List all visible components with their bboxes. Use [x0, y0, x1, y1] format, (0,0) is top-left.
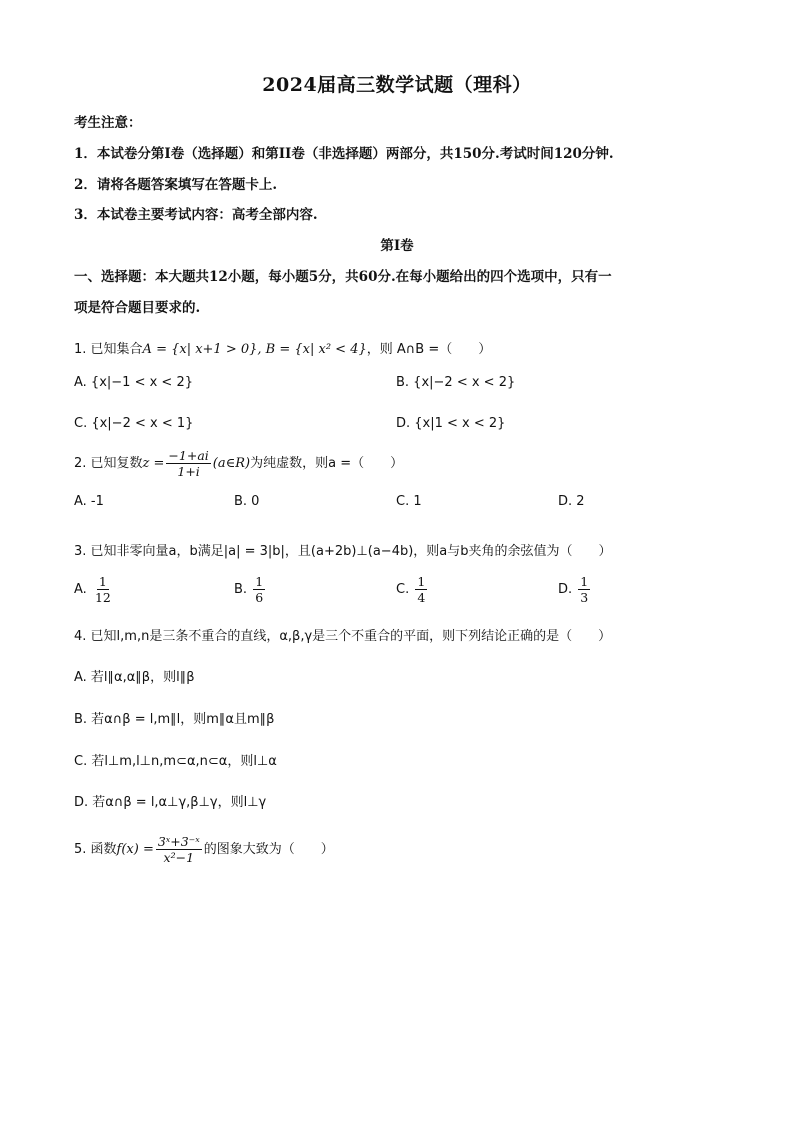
- question-1-option-b: B. {x|−2 < x < 2}: [396, 375, 516, 390]
- question-3-option-b: B. $\frac{1}{6}$: [234, 574, 264, 605]
- question-1-prefix: 1. 已知集合: [74, 342, 143, 357]
- question-5-denominator: x²−1: [163, 850, 195, 865]
- notice-item-2: 2．请将各题答案填写在答题卡上.: [74, 177, 278, 193]
- question-2-option-b: B. 0: [234, 494, 260, 509]
- question-2-condition: (a∈R): [212, 456, 251, 471]
- question-3-option-c: C. $\frac{1}{4}$: [396, 574, 426, 605]
- question-1-option-c: C. {x|−2 < x < 1}: [74, 416, 194, 431]
- notice-item-3: 3．本试卷主要考试内容：高考全部内容.: [74, 207, 318, 223]
- question-5-numerator: 3ˣ+3⁻ˣ: [157, 834, 200, 849]
- question-3-option-d: D. $\frac{1}{3}$: [558, 574, 589, 605]
- question-2-numerator: −1+ai: [168, 448, 209, 463]
- question-4-option-b: B. 若α∩β = l,m∥l，则m∥α且m∥β: [74, 712, 275, 727]
- question-1-math: A = {x| x+1 > 0}, B = {x| x² < 4}: [142, 342, 367, 357]
- part-title: 第I卷: [380, 238, 414, 254]
- question-1-option-d: D. {x|1 < x < 2}: [396, 416, 506, 431]
- question-2-option-a: A. -1: [74, 494, 104, 509]
- question-1-stem: [74, 338, 491, 357]
- question-5-fraction: [156, 834, 202, 865]
- section-instruction-line2: 项是符合题目要求的.: [74, 300, 201, 316]
- page-title: 2024届高三数学试题（理科）: [262, 74, 532, 96]
- question-2-denominator: 1+i: [177, 464, 200, 479]
- question-2-z: z =: [142, 456, 165, 471]
- question-4-option-a: A. 若l∥α,α∥β，则l∥β: [74, 670, 195, 685]
- question-4-stem: 4. 已知l,m,n是三条不重合的直线，α,β,γ是三个不重合的平面，则下列结论正确的是（ ）: [74, 629, 612, 644]
- question-4-option-c: C. 若l⊥m,l⊥n,m⊂α,n⊂α，则l⊥α: [74, 754, 277, 769]
- question-5-prefix: 5. 函数: [74, 842, 117, 857]
- section-instruction-line1: 一、选择题：本大题共12小题，每小题5分，共60分.在每小题给出的四个选项中，只有一: [74, 269, 612, 285]
- question-3-option-a: A. $\frac{1}{12}$: [74, 574, 111, 605]
- notice-item-1: 1．本试卷分第I卷（选择题）和第II卷（非选择题）两部分，共150分.考试时间120分钟.: [74, 146, 614, 162]
- question-2-option-c: C. 1: [396, 494, 422, 509]
- question-1-suffix: ，则 A∩B =（ ）: [366, 342, 492, 357]
- question-2-prefix: 2. 已知复数: [74, 456, 143, 471]
- question-2-suffix: 为纯虚数，则a =（ ）: [250, 456, 404, 471]
- question-1-option-a: A. {x|−1 < x < 2}: [74, 375, 193, 390]
- notice-heading: 考生注意：: [74, 115, 142, 131]
- question-3-stem: 3. 已知非零向量a，b满足|a| = 3|b|，且(a+2b)⊥(a−4b)，则a与b夹角的余弦值为（ ）: [74, 544, 612, 559]
- question-2-fraction: [166, 448, 210, 479]
- question-4-option-d: D. 若α∩β = l,α⊥γ,β⊥γ，则l⊥γ: [74, 795, 267, 810]
- question-2-option-d: D. 2: [558, 494, 585, 509]
- question-5-function: f(x) =: [116, 842, 154, 857]
- question-5-stem: [74, 834, 334, 865]
- question-2-stem: [74, 448, 403, 479]
- question-5-suffix: 的图象大致为（ ）: [203, 842, 334, 857]
